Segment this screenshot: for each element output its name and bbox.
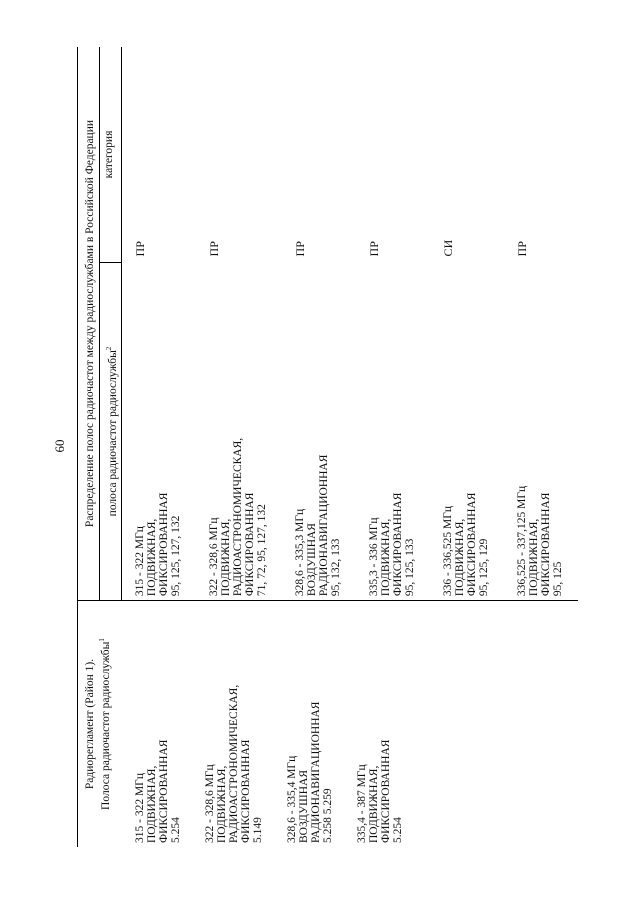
rr-header xyxy=(78,601,122,847)
rf-line: ВОЗДУШНАЯ xyxy=(306,523,318,597)
rr-line: ВОЗДУШНАЯ xyxy=(297,769,310,843)
page-number: 60 xyxy=(52,439,67,453)
rf-line: 315 - 322 МГц xyxy=(134,526,146,597)
rf-line: 95, 132, 133 xyxy=(330,538,342,597)
rf-line: РАДИОАСТРОНОМИЧЕСКАЯ, xyxy=(232,437,244,597)
rf-category-header: категория xyxy=(100,47,122,262)
rf-category-cell: ПР xyxy=(515,241,529,257)
rf-line: ПОДВИЖНАЯ, xyxy=(146,518,158,597)
rf-line: ПОДВИЖНАЯ, xyxy=(220,518,232,597)
rf-line: ПОДВИЖНАЯ, xyxy=(380,518,392,597)
rr-header-title: Радиорегламент (Район 1). xyxy=(84,658,96,790)
rr-line: ФИКСИРОВАННАЯ xyxy=(157,739,170,843)
rr-line: ФИКСИРОВАННАЯ xyxy=(379,739,392,843)
rf-line: 95, 125, 127, 132 xyxy=(170,515,182,597)
rr-line: ФИКСИРОВАННАЯ xyxy=(239,739,252,843)
rf-line: ФИКСИРОВАННАЯ xyxy=(158,492,170,597)
rf-category-cell: ПР xyxy=(207,241,221,257)
rr-line: 5.258 5.259 xyxy=(321,788,334,843)
allocation-table-rotated xyxy=(77,47,577,847)
rf-category-cell: ПР xyxy=(367,241,381,257)
rr-header-subtitle: Полоса радиочастот радиослужбы$^1$ xyxy=(98,638,112,810)
rr-line: РАДИОАСТРОНОМИЧЕСКАЯ, xyxy=(227,684,240,843)
rf-category-cell: ПР xyxy=(293,241,307,257)
rf-line: 95, 125, 129 xyxy=(478,538,490,597)
rf-line: 336,525 - 337,125 МГц xyxy=(516,485,528,597)
rf-band-cell xyxy=(122,262,197,600)
rr-block xyxy=(182,601,264,847)
rr-line: 5.254 xyxy=(169,817,182,843)
rf-band-cell xyxy=(196,262,282,600)
rf-category-cell: СИ xyxy=(441,239,455,257)
rf-line: ФИКСИРОВАННАЯ xyxy=(540,492,552,597)
rr-line: 315 - 322 МГц xyxy=(133,773,146,843)
rf-line: РАДИОНАВИГАЦИОННАЯ xyxy=(318,454,330,597)
rr-block xyxy=(122,601,182,847)
rr-line: 322 - 328,6 МГц xyxy=(203,764,216,843)
rr-block xyxy=(334,601,404,847)
rf-line: 95, 125 xyxy=(552,561,564,597)
rf-category-cell: ПР xyxy=(133,241,147,257)
rr-column xyxy=(122,601,579,847)
rr-line: 335,4 - 387 МГц xyxy=(355,764,368,843)
rr-line: 5.254 xyxy=(391,817,404,843)
rf-line: 335,3 - 336 МГц xyxy=(368,517,380,597)
rf-band-cell xyxy=(504,262,578,600)
rr-line: 328,6 - 335,4 МГц xyxy=(285,755,298,843)
rf-line: ПОДВИЖНАЯ, xyxy=(528,518,540,597)
rr-line: 5.149 xyxy=(251,817,264,843)
allocation-table xyxy=(77,47,578,847)
rf-line: 328,6 - 335,3 МГц xyxy=(294,508,306,597)
rf-band-cell xyxy=(430,262,504,600)
rr-line: ПОДВИЖНАЯ, xyxy=(215,765,228,843)
rf-header-title: Распределение полос радиочастот между радиослужбами в Российской Федерации xyxy=(78,47,100,601)
rf-band-header: полоса радиочастот радиослужбы$^2$ xyxy=(100,262,122,600)
rf-line: ФИКСИРОВАННАЯ xyxy=(244,492,256,597)
rf-line: 336 - 336,525 МГц xyxy=(442,505,454,597)
rf-line: 322 - 328,6 МГц xyxy=(208,517,220,597)
rf-line: ПОДВИЖНАЯ, xyxy=(454,518,466,597)
rf-band-cell xyxy=(282,262,356,600)
rf-line: 71, 72, 95, 127, 132 xyxy=(256,504,268,597)
rr-line: ПОДВИЖНАЯ, xyxy=(367,765,380,843)
rr-line: ПОДВИЖНАЯ, xyxy=(145,765,158,843)
rf-line: 95, 125, 133 xyxy=(404,538,416,597)
rr-block xyxy=(264,601,334,847)
rr-line: РАДИОНАВИГАЦИОННАЯ xyxy=(309,701,322,843)
rf-line: ФИКСИРОВАННАЯ xyxy=(392,492,404,597)
rf-line: ФИКСИРОВАННАЯ xyxy=(466,492,478,597)
rf-band-cell xyxy=(356,262,430,600)
